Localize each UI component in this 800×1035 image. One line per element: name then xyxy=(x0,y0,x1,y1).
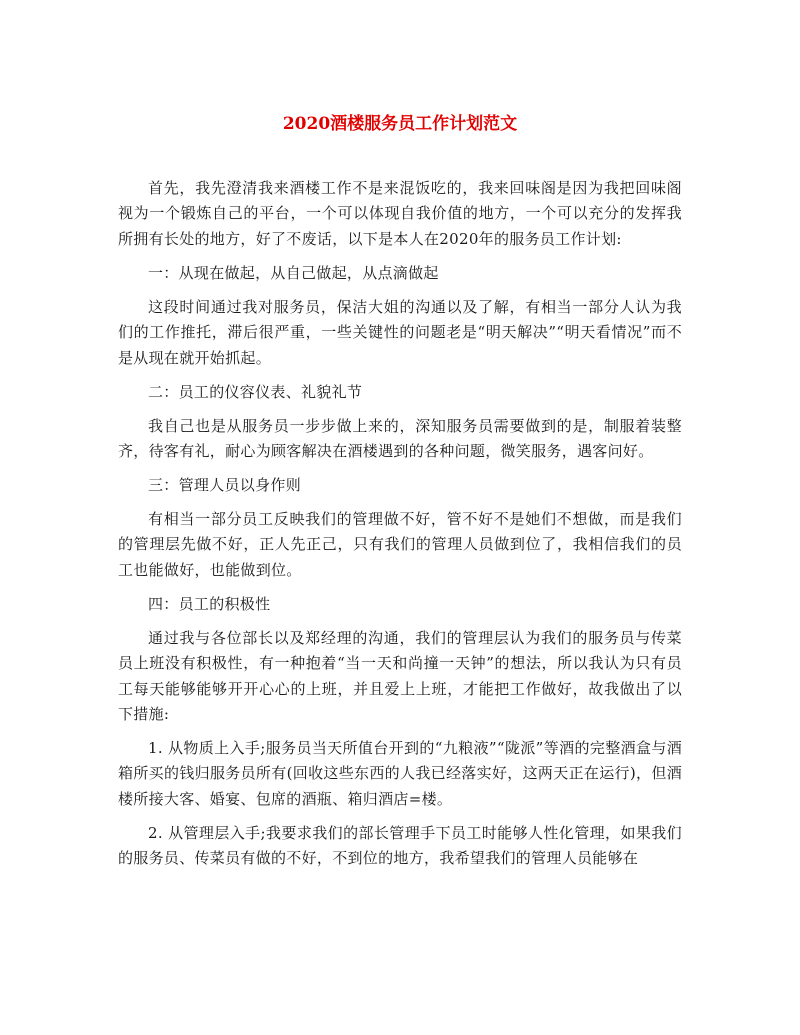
document-body xyxy=(118,176,682,880)
paragraph-section-3: 有相当一部分员工反映我们的管理做不好，管不好不是她们不想做，而是我们的管理层先做不好，正人先正己，只有我们的管理人员做到位了，我相信我们的员工也能做好，也能做到位。 xyxy=(118,510,682,579)
section-heading-1: 一：从现在做起，从自己做起，从点滴做起 xyxy=(148,263,439,282)
paragraph-section-4: 通过我与各位部长以及郑经理的沟通，我们的管理层认为我们的服务员与传菜员上班没有积极性，有一种抱着“当一天和尚撞一天钟”的想法，所以我认为只有员工每天能够能够开开心心的上班，并且爱上上班，才能把工作做好，故我做出了以下措施: xyxy=(118,628,682,724)
paragraph-section-1: 这段时间通过我对服务员，保洁大姐的沟通以及了解，有相当一部分人认为我们的工作推托，滞后很严重，一些关键性的问题老是“明天解决”“明天看情况”而不是从现在就开始抓起。 xyxy=(118,297,682,367)
section-heading-4: 四：员工的积极性 xyxy=(148,594,271,613)
document-title: 2020酒楼服务员工作计划范文 xyxy=(282,114,518,134)
measure-item-2: 2. 从管理层入手;我要求我们的部长管理手下员工时能够人性化管理，如果我们的服务员、传菜员有做的不好，不到位的地方，我希望我们的管理人员能够在 xyxy=(118,823,682,868)
measure-item-1: 1. 从物质上入手;服务员当天所值台开到的“九粮液”“陇派”等酒的完整酒盒与酒箱所买的钱归服务员所有(回收这些东西的人我已经落实好，这两天正在运行)，但酒楼所接大客、婚宴、包席的酒瓶、箱归酒店=楼。 xyxy=(118,739,682,808)
section-heading-2: 二：员工的仪容仪表、礼貌礼节 xyxy=(148,382,363,401)
paragraph-section-2: 我自己也是从服务员一步步做上来的，深知服务员需要做到的是，制服着装整齐，待客有礼，耐心为顾客解决在酒楼遇到的各种问题，微笑服务，遇客问好。 xyxy=(118,416,682,461)
section-heading-3: 三：管理人员以身作则 xyxy=(148,476,302,495)
paragraph-intro: 首先，我先澄清我来酒楼工作不是来混饭吃的，我来回味阁是因为我把回味阁视为一个锻炼自己的平台，一个可以体现自我价值的地方，一个可以充分的发挥我所拥有长处的地方，好了不废话，以下是本人在2020年的服务员工作计划: xyxy=(118,179,682,248)
